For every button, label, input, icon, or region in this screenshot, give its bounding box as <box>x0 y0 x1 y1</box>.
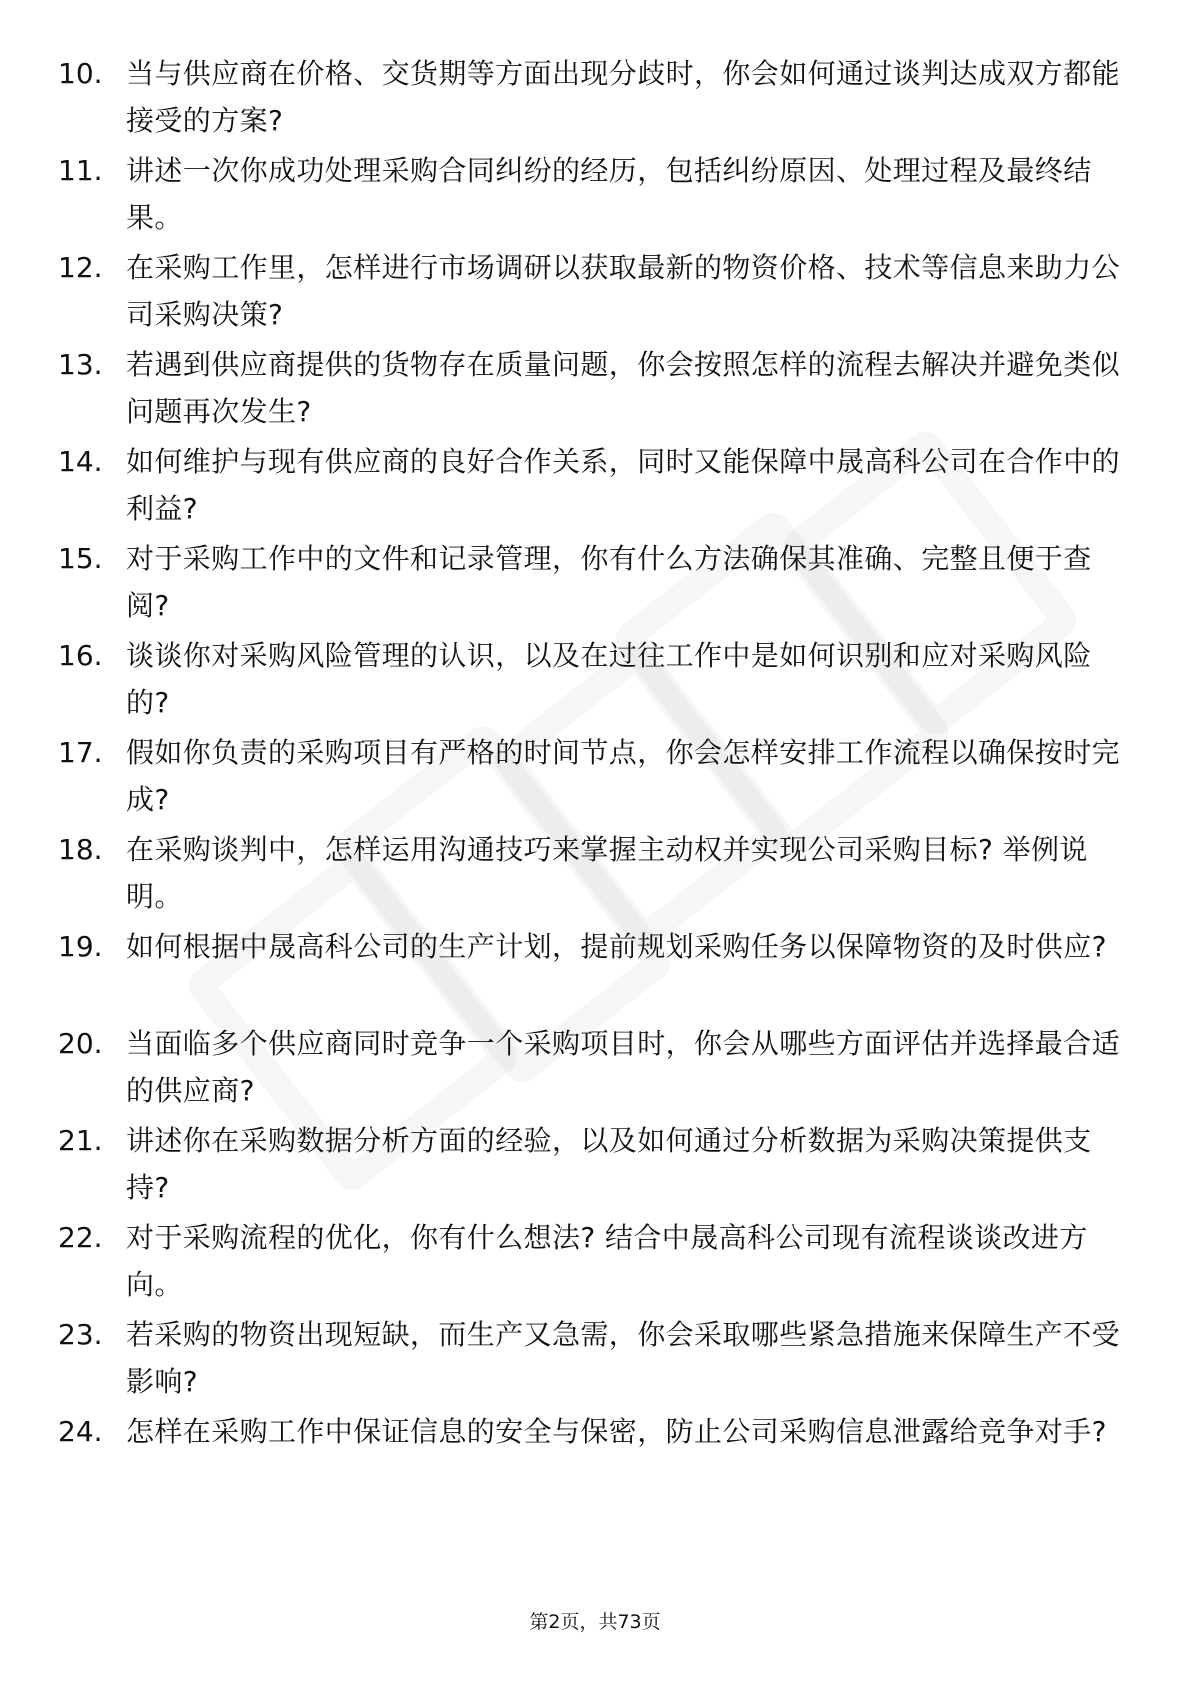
page-number-label: 第2页，共73页 <box>529 1611 661 1633</box>
question-item <box>0 438 1190 535</box>
question-item <box>0 147 1190 244</box>
question-number: 19. <box>58 930 103 963</box>
question-text: 假如你负责的采购项目有严格的时间节点，你会怎样安排工作流程以确保按时完成? <box>126 736 1121 816</box>
question-item <box>0 1408 1190 1505</box>
question-text: 若采购的物资出现短缺，而生产又急需，你会采取哪些紧急措施来保障生产不受影响? <box>126 1318 1121 1398</box>
question-item <box>0 244 1190 341</box>
question-item <box>0 1020 1190 1117</box>
question-item <box>0 1117 1190 1214</box>
question-item <box>0 535 1190 632</box>
question-item <box>0 1311 1190 1408</box>
question-text: 如何根据中晟高科公司的生产计划，提前规划采购任务以保障物资的及时供应? <box>126 930 1107 963</box>
question-item <box>0 923 1190 1020</box>
question-number: 20. <box>58 1027 103 1060</box>
question-number: 21. <box>58 1124 103 1157</box>
question-item <box>0 632 1190 729</box>
question-number: 13. <box>58 348 103 381</box>
question-number: 16. <box>58 639 103 672</box>
question-text: 讲述你在采购数据分析方面的经验，以及如何通过分析数据为采购决策提供支持? <box>126 1124 1092 1204</box>
question-number: 11. <box>58 154 103 187</box>
question-item <box>0 341 1190 438</box>
question-text: 对于采购工作中的文件和记录管理，你有什么方法确保其准确、完整且便于查阅? <box>126 542 1092 622</box>
question-number: 15. <box>58 542 103 575</box>
question-number: 14. <box>58 445 103 478</box>
question-text: 当与供应商在价格、交货期等方面出现分歧时，你会如何通过谈判达成双方都能接受的方案? <box>126 57 1121 137</box>
question-number: 10. <box>58 57 103 90</box>
question-list <box>0 50 1190 1505</box>
question-number: 18. <box>58 833 103 866</box>
question-text: 在采购工作里，怎样进行市场调研以获取最新的物资价格、技术等信息来助力公司采购决策? <box>126 251 1121 331</box>
question-text: 若遇到供应商提供的货物存在质量问题，你会按照怎样的流程去解决并避免类似问题再次发生? <box>126 348 1121 428</box>
question-item <box>0 729 1190 826</box>
question-item <box>0 50 1190 147</box>
page-footer <box>0 1608 1190 1636</box>
question-text: 对于采购流程的优化，你有什么想法? 结合中晟高科公司现有流程谈谈改进方向。 <box>126 1221 1088 1301</box>
question-text: 谈谈你对采购风险管理的认识，以及在过往工作中是如何识别和应对采购风险的? <box>126 639 1092 719</box>
question-number: 17. <box>58 736 103 769</box>
question-number: 12. <box>58 251 103 284</box>
question-text: 讲述一次你成功处理采购合同纠纷的经历，包括纠纷原因、处理过程及最终结果。 <box>126 154 1092 234</box>
question-text: 当面临多个供应商同时竞争一个采购项目时，你会从哪些方面评估并选择最合适的供应商? <box>126 1027 1121 1107</box>
question-item <box>0 1214 1190 1311</box>
question-item <box>0 826 1190 923</box>
question-number: 24. <box>58 1415 103 1448</box>
question-text: 怎样在采购工作中保证信息的安全与保密，防止公司采购信息泄露给竞争对手? <box>126 1415 1107 1448</box>
question-number: 23. <box>58 1318 103 1351</box>
question-number: 22. <box>58 1221 103 1254</box>
question-text: 在采购谈判中，怎样运用沟通技巧来掌握主动权并实现公司采购目标? 举例说明。 <box>126 833 1088 913</box>
question-text: 如何维护与现有供应商的良好合作关系，同时又能保障中晟高科公司在合作中的利益? <box>126 445 1121 525</box>
